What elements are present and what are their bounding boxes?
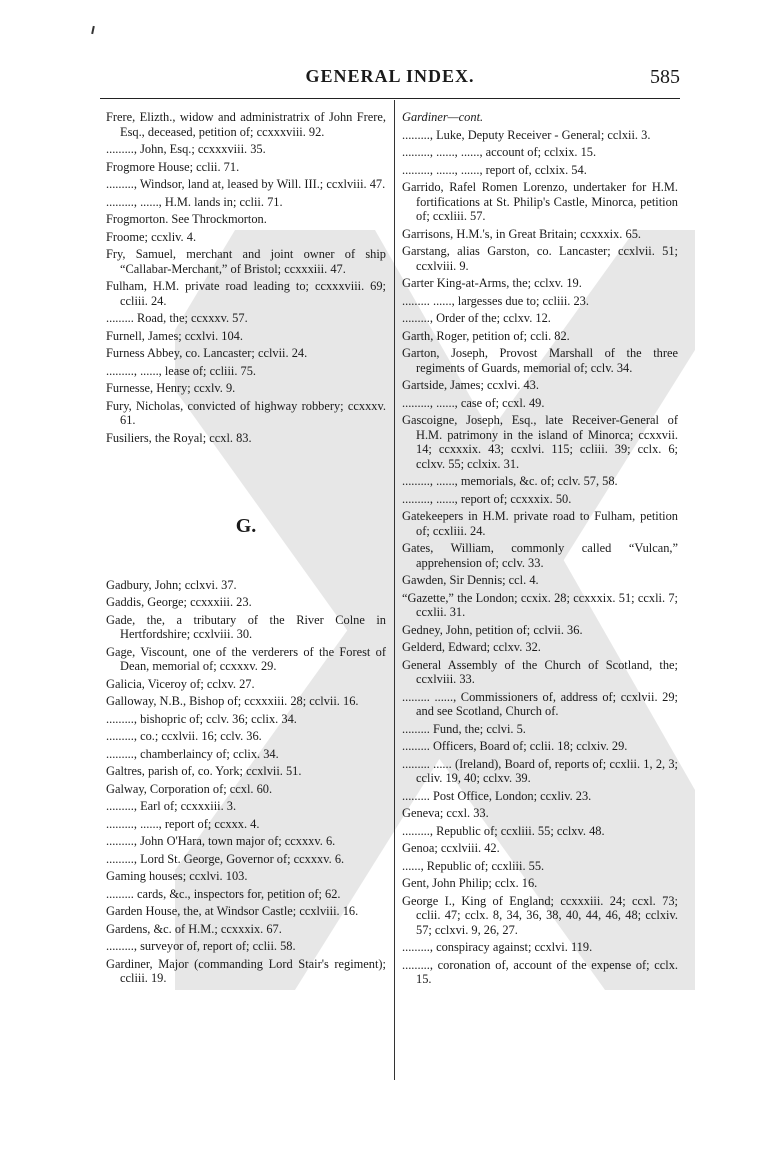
index-entry: ......... ......, Commissioners of, address of; ccxlvii. 29; and see Scotland, Church of. — [402, 689, 678, 718]
index-entry: Frere, Elizth., widow and administratrix of John Frere, Esq., deceased, petition of; ccxxxviii. 92. — [106, 110, 386, 139]
index-entry: ......... Officers, Board of; cclii. 18; cclxiv. 29. — [402, 739, 628, 753]
index-entry: Fulham, H.M. private road leading to; ccxxxviii. 69; ccliii. 24. — [106, 279, 386, 308]
index-entry: ........., Republic of; ccxliii. 55; cclxv. 48. — [402, 823, 605, 838]
index-entry: Gartside, James; ccxlvi. 43. — [402, 378, 539, 392]
index-entry: Froome; ccxliv. 4. — [106, 229, 197, 244]
index-entry: ........., ......, report of; ccxxxix. 50. — [402, 491, 572, 506]
index-entry: Fury, Nicholas, convicted of highway robbery; ccxxxv. 61. — [106, 398, 386, 427]
index-entry: ........., conspiracy against; ccxlvi. 119. — [402, 940, 593, 954]
index-entry: Garrido, Rafel Romen Lorenzo, undertaker for H.M. fortifications at St. Philip's Castle, Minorca, petition of; ccxliii. 57. — [402, 180, 678, 223]
index-entry: ........., bishopric of; cclv. 36; cclix. 34. — [106, 711, 297, 726]
index-entry: Gardens, &c. of H.M.; ccxxxix. 67. — [106, 921, 282, 936]
index-entry: ........., ......, memorials, &c. of; cclv. 57, 58. — [402, 474, 618, 488]
index-entry: Garrisons, H.M.'s, in Great Britain; ccxxxix. 65. — [402, 226, 641, 241]
column-divider — [394, 100, 395, 1080]
index-entry: Gatekeepers in H.M. private road to Fulham, petition of; ccxliii. 24. — [402, 509, 678, 538]
index-entry: Gascoigne, Joseph, Esq., late Receiver-General of H.M. patrimony in the island of Minorca; ccxxvii. 14; ccxxxix. 43; ccxlvi. 115; ccliii. 39; cclx. 6; cclxv. 55; cclxix. 31. — [402, 413, 678, 471]
index-entry: Gates, William, commonly called “Vulcan,” apprehension of; cclv. 33. — [402, 541, 678, 570]
index-entry: Gadbury, John; cclxvi. 37. — [106, 577, 237, 592]
index-entry: ........., Windsor, land at, leased by Will. III.; ccxlviii. 47. — [106, 177, 386, 191]
page-title: GENERAL INDEX. — [305, 66, 475, 86]
index-entry: Gaddis, George; ccxxxiii. 23. — [106, 595, 252, 609]
page-number: 585 — [650, 66, 680, 88]
index-entry: ........., chamberlaincy of; cclix. 34. — [106, 746, 279, 761]
index-entry: Fusiliers, the Royal; ccxl. 83. — [106, 430, 252, 445]
index-entry: ........., ......, case of; ccxl. 49. — [402, 395, 545, 410]
index-entry: Gardiner, Major (commanding Lord Stair's regiment); ccliii. 19. — [106, 956, 386, 985]
index-entry: “Gazette,” the London; ccxix. 28; ccxxxix. 51; ccxli. 7; ccxlii. 31. — [402, 590, 678, 619]
index-entry: ........., ......, lease of; ccliii. 75. — [106, 363, 257, 378]
index-entry: ......... cards, &c., inspectors for, petition of; 62. — [106, 886, 341, 901]
index-entry: Galloway, N.B., Bishop of; ccxxxiii. 28; cclvii. 16. — [106, 694, 359, 708]
left-column — [106, 110, 386, 989]
index-entry: Galway, Corporation of; ccxl. 60. — [106, 781, 273, 796]
index-entry: ........., ......, H.M. lands in; cclii. 71. — [106, 194, 283, 209]
index-entry: Gawden, Sir Dennis; ccl. 4. — [402, 573, 539, 587]
index-entry: Gade, the, a tributary of the River Colne in Hertfordshire; ccxlviii. 30. — [106, 612, 386, 641]
index-entry: ........., surveyor of, report of; cclii. 58. — [106, 939, 296, 953]
index-entry: Gelderd, Edward; cclxv. 32. — [402, 640, 541, 654]
index-entry: ......, Republic of; ccxliii. 55. — [402, 858, 545, 873]
index-entry: Furness Abbey, co. Lancaster; cclvii. 24. — [106, 346, 308, 360]
index-entry: Garden House, the, at Windsor Castle; ccxlviii. 16. — [106, 904, 359, 918]
continuation-heading: Gardiner—cont. — [402, 110, 484, 124]
index-entry: General Assembly of the Church of Scotland, the; ccxlviii. 33. — [402, 657, 678, 686]
index-entry: Galicia, Viceroy of; cclxv. 27. — [106, 676, 255, 691]
index-entry: ........., ......, report of; ccxxx. 4. — [106, 816, 260, 831]
right-column — [402, 110, 678, 990]
index-entry: ........., Luke, Deputy Receiver - General; cclxii. 3. — [402, 127, 651, 142]
index-entry: Gent, John Philip; cclx. 16. — [402, 876, 538, 890]
index-entry: Garter King-at-Arms, the; cclxv. 19. — [402, 276, 582, 290]
index-entry: ......... ......, largesses due to; ccliii. 23. — [402, 293, 589, 308]
index-entry: ........., ......, ......, account of; cclxix. 15. — [402, 145, 597, 159]
section-letter: G. — [235, 515, 257, 537]
index-entry: ......... ...... (Ireland), Board of, reports of; ccxlii. 1, 2, 3; ccliv. 19, 40; cclxv. 39. — [402, 756, 678, 785]
index-entry: ........., John, Esq.; ccxxxviii. 35. — [106, 142, 266, 156]
index-entry: ........., Lord St. George, Governor of; ccxxxv. 6. — [106, 851, 345, 866]
index-entry: Gaming houses; ccxlvi. 103. — [106, 869, 248, 883]
header-rule — [100, 98, 680, 99]
index-entry: Furnell, James; ccxlvi. 104. — [106, 328, 243, 343]
stray-mark — [91, 26, 95, 34]
index-entry: Gedney, John, petition of; cclvii. 36. — [402, 622, 583, 637]
index-entry: Frogmore House; cclii. 71. — [106, 159, 240, 174]
index-entry: Gage, Viscount, one of the verderers of the Forest of Dean, memorial of; ccxxxv. 29. — [106, 644, 386, 673]
index-entry: Fry, Samuel, merchant and joint owner of ship “Callabar-Merchant,” of Bristol; ccxxxiii. 47. — [106, 247, 386, 276]
index-entry: ........., co.; ccxlvii. 16; cclv. 36. — [106, 729, 262, 743]
index-entry: ........., John O'Hara, town major of; ccxxxv. 6. — [106, 834, 336, 848]
index-entry: ......... Post Office, London; ccxliv. 23. — [402, 788, 592, 803]
index-entry: ........., ......, ......, report of, cclxix. 54. — [402, 162, 587, 177]
index-entry: ........., coronation of, account of the expense of; cclx. 15. — [402, 957, 678, 986]
index-entry: Geneva; ccxl. 33. — [402, 806, 489, 820]
index-entry: ......... Road, the; ccxxxv. 57. — [106, 311, 248, 325]
index-entry: George I., King of England; ccxxxiii. 24; ccxl. 73; cclii. 47; cclx. 8, 34, 36, 38, 40, 44, 46, 48; cclxiv. 57; cclxvi. 9, 26, 27. — [402, 893, 678, 937]
index-entry: Garstang, alias Garston, co. Lancaster; ccxlvii. 51; ccxlviii. 9. — [402, 244, 678, 273]
index-entry: ......... Fund, the; cclvi. 5. — [402, 721, 526, 736]
index-entry: ........., Order of the; cclxv. 12. — [402, 311, 551, 325]
index-entry: Garton, Joseph, Provost Marshall of the three regiments of Guards, memorial of; cclv. 34. — [402, 346, 678, 375]
index-entry: Genoa; ccxlviii. 42. — [402, 841, 500, 855]
index-entry: Galtres, parish of, co. York; ccxlvii. 51. — [106, 764, 302, 778]
index-entry: Furnesse, Henry; ccxlv. 9. — [106, 381, 236, 395]
index-entry: Frogmorton. See Throckmorton. — [106, 212, 267, 226]
index-entry: ........., Earl of; ccxxxiii. 3. — [106, 799, 237, 813]
running-header — [100, 66, 680, 92]
index-entry: Garth, Roger, petition of; ccli. 82. — [402, 328, 570, 343]
